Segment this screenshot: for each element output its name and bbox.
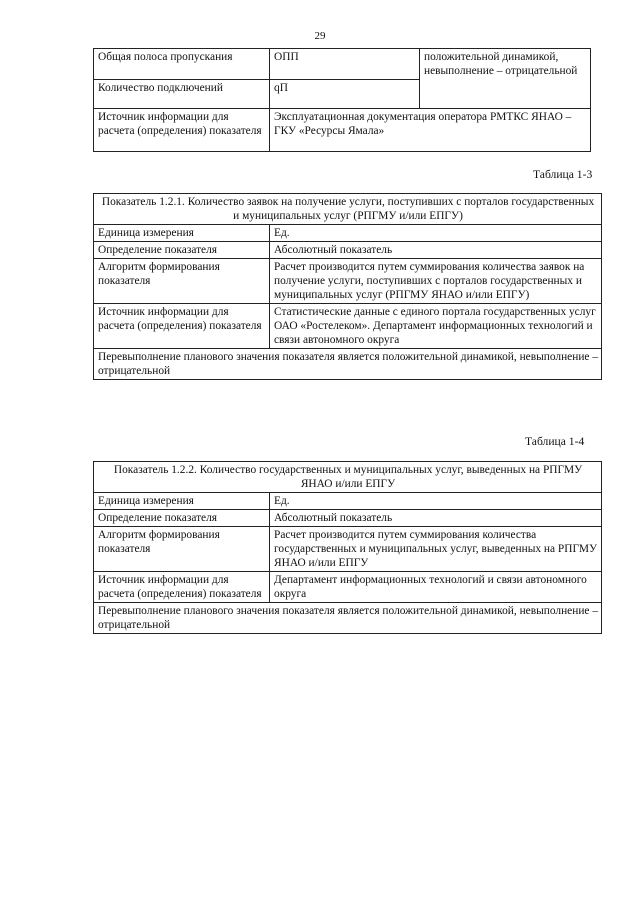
table-row [94, 572, 602, 603]
table-footer-row [94, 603, 602, 634]
row-value: Эксплуатационная документация оператора РМТКС ЯНАО – ГКУ «Ресурсы Ямала» [270, 109, 591, 152]
row-label: Алгоритм формирования показателя [94, 527, 270, 572]
page-number: 29 [314, 30, 326, 42]
indicator-header: Показатель 1.2.1. Количество заявок на получение услуги, поступивших с порталов государственных и муниципальных услуг (РПГМУ и/или ЕПГУ) [94, 194, 602, 225]
row-value: Департамент информационных технологий и связи автономного округа [270, 572, 602, 603]
row-value: Абсолютный показатель [270, 242, 602, 259]
row-code: qП [270, 80, 420, 109]
indicator-footer: Перевыполнение планового значения показателя является положительной динамикой, невыполнение – отрицательной [94, 603, 602, 634]
table-row [94, 304, 602, 349]
table-header-row [94, 194, 602, 225]
row-value: Статистические данные с единого портала государственных услуг ОАО «Ростелеком». Департамент информационных технологий и связи автономного округа [270, 304, 602, 349]
table-row [94, 259, 602, 304]
row-value: Расчет производится путем суммирования количества государственных и муниципальных услуг, выведенных на РПГМУ ЯНАО и/или ЕПГУ [270, 527, 602, 572]
row-note: положительной динамикой, невыполнение – отрицательной [420, 49, 591, 109]
row-value: Ед. [270, 225, 602, 242]
row-label: Источник информации для расчета (определения) показателя [94, 304, 270, 349]
table-row [94, 527, 602, 572]
row-label: Общая полоса пропускания [94, 49, 270, 80]
row-value: Расчет производится путем суммирования количества заявок на получение услуги, поступивших с порталов государственных и муниципальных услуг (РПГМУ ЯНАО и/или ЕПГУ) [270, 259, 602, 304]
row-label: Определение показателя [94, 510, 270, 527]
indicator-footer: Перевыполнение планового значения показателя является положительной динамикой, невыполнение – отрицательной [94, 349, 602, 380]
row-label: Алгоритм формирования показателя [94, 259, 270, 304]
table-header-row [94, 462, 602, 493]
row-label: Определение показателя [94, 242, 270, 259]
row-label: Количество подключений [94, 80, 270, 109]
row-value: Абсолютный показатель [270, 510, 602, 527]
table-top [93, 48, 591, 152]
table-row [94, 225, 602, 242]
indicator-header: Показатель 1.2.2. Количество государственных и муниципальных услуг, выведенных на РПГМУ ЯНАО и/или ЕПГУ [94, 462, 602, 493]
row-code: ОПП [270, 49, 420, 80]
table-caption: Таблица 1-4 [525, 435, 585, 448]
table-1-4 [93, 461, 602, 634]
row-label: Единица измерения [94, 493, 270, 510]
row-label: Единица измерения [94, 225, 270, 242]
table-row [94, 109, 591, 152]
row-label: Источник информации для расчета (определения) показателя [94, 109, 270, 152]
row-value: Ед. [270, 493, 602, 510]
row-label: Источник информации для расчета (определения) показателя [94, 572, 270, 603]
table-1-3 [93, 193, 602, 380]
table-row [94, 493, 602, 510]
table-row [94, 242, 602, 259]
table-caption: Таблица 1-3 [533, 168, 593, 181]
table-row [94, 49, 591, 80]
table-row [94, 510, 602, 527]
table-footer-row [94, 349, 602, 380]
